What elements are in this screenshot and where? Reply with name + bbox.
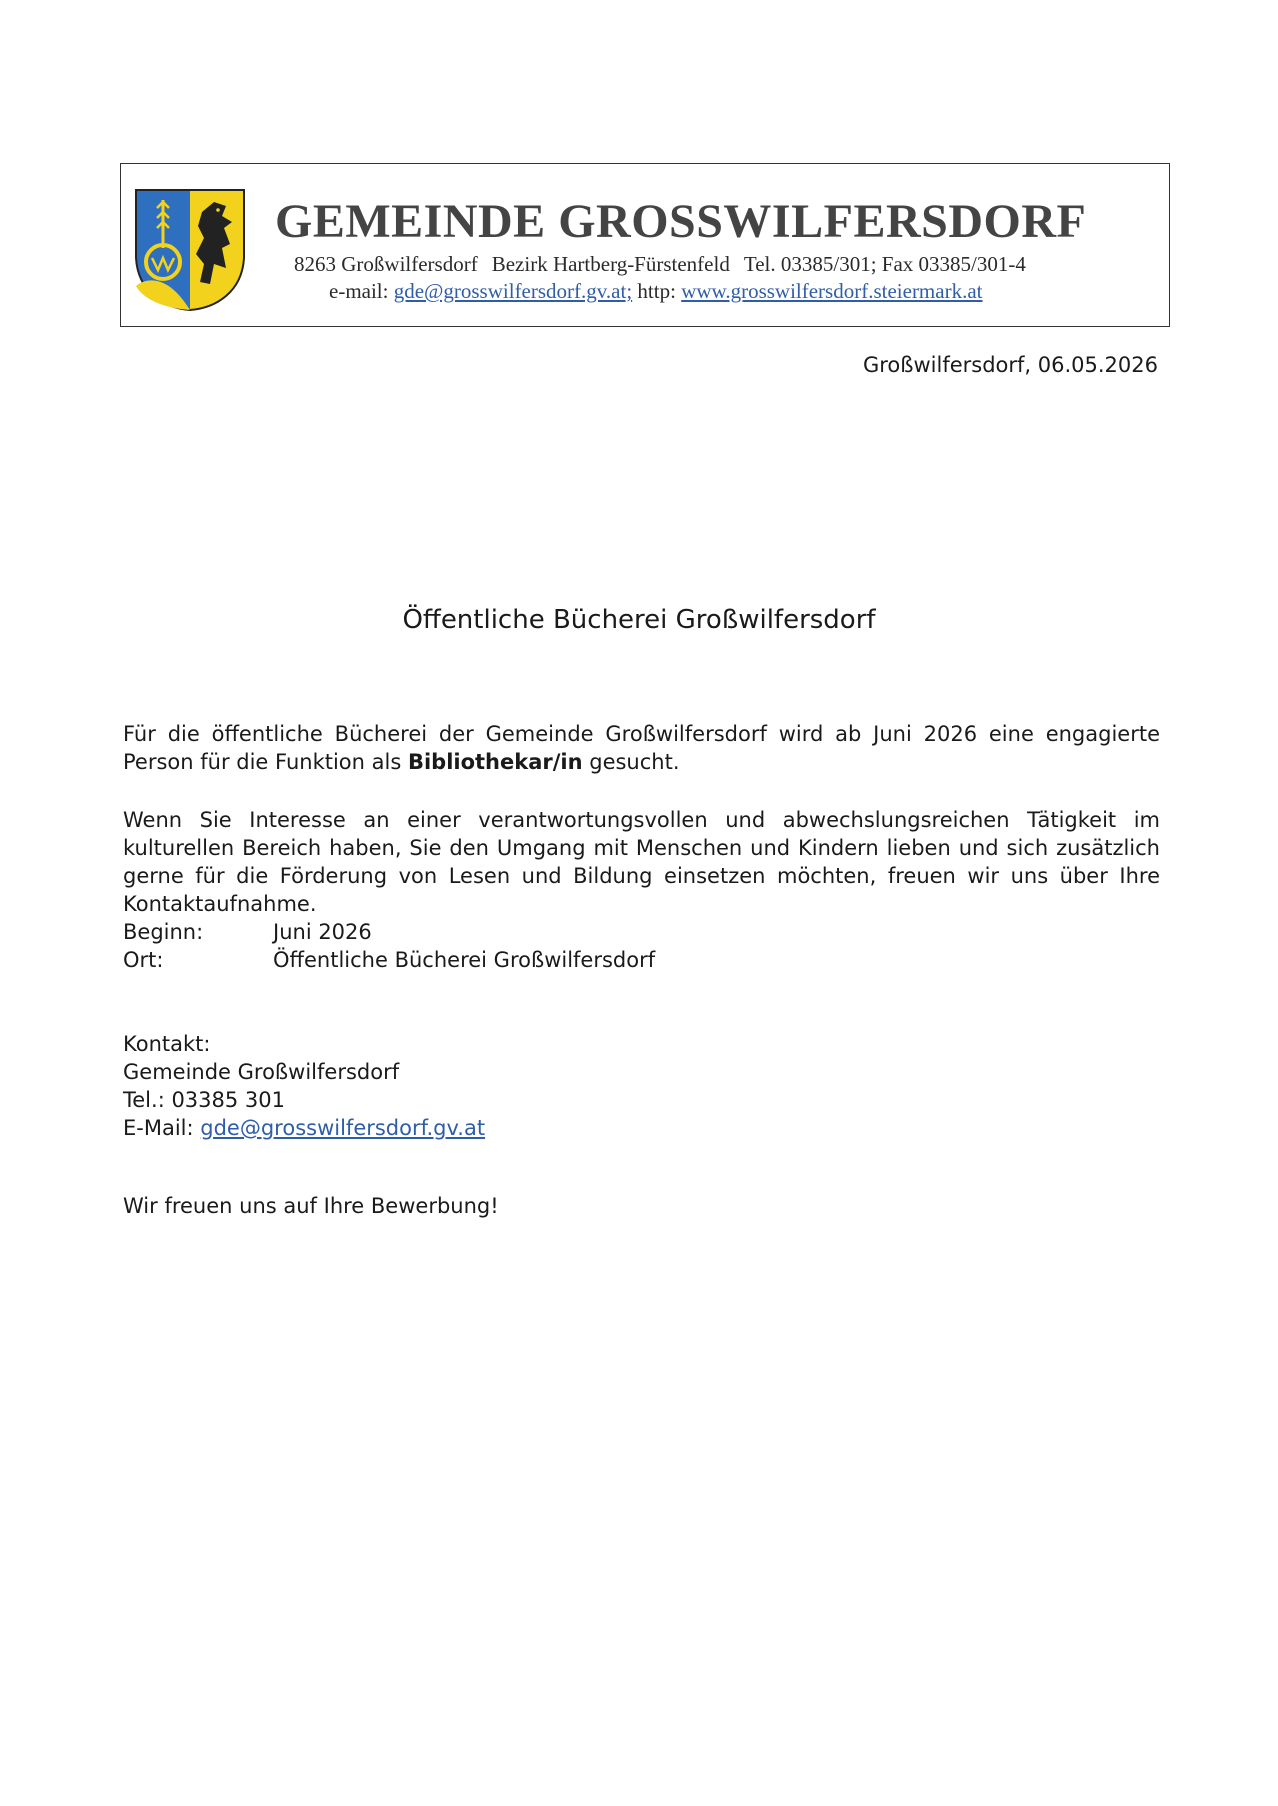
- web-label: http:: [637, 279, 676, 303]
- coat-of-arms-icon: [134, 188, 246, 312]
- contact-phone: Tel.: 03385 301: [123, 1088, 286, 1112]
- email-label: e-mail:: [329, 279, 389, 303]
- closing-line: Wir freuen uns auf Ihre Bewerbung!: [123, 1194, 499, 1218]
- phone-fax: Tel. 03385/301; Fax 03385/301-4: [743, 252, 1026, 276]
- contact-org: Gemeinde Großwilfersdorf: [123, 1060, 400, 1084]
- detail-label: Ort:: [123, 948, 164, 972]
- letterhead-email-link[interactable]: gde@grosswilfersdorf.gv.at;: [393, 279, 633, 303]
- contact-email-link[interactable]: gde@grosswilfersdorf.gv.at: [200, 1116, 486, 1140]
- district: Bezirk Hartberg-Fürstenfeld: [491, 252, 730, 276]
- detail-value: Juni 2026: [273, 920, 372, 944]
- intro-text-end: gesucht.: [582, 750, 680, 774]
- contact-email-label: E-Mail:: [123, 1116, 201, 1140]
- position-title: Bibliothekar/in: [407, 750, 583, 774]
- detail-label: Beginn:: [123, 920, 204, 944]
- letterhead-contact-line: [329, 279, 983, 304]
- intro-paragraph: [123, 720, 1160, 776]
- letterhead-web-link[interactable]: www.grosswilfersdorf.steiermark.at: [681, 279, 983, 303]
- document-heading: Öffentliche Bücherei Großwilfersdorf: [402, 605, 876, 635]
- letterhead-address-line: [294, 252, 1026, 277]
- intro-text: Für die öffentliche Bücherei der Gemeinde Großwilfersdorf wird ab Juni 2026 eine engagierte Person für die Funktion als: [123, 722, 1160, 774]
- detail-row: [123, 946, 1160, 974]
- contact-block: [123, 1030, 485, 1142]
- contact-heading: Kontakt:: [123, 1032, 211, 1056]
- detail-row: [123, 918, 1160, 946]
- date-line: Großwilfersdorf, 06.05.2026: [862, 353, 1158, 377]
- contact-email-line: [123, 1114, 485, 1142]
- postal-address: 8263 Großwilfersdorf: [294, 252, 478, 276]
- letterhead: [120, 163, 1170, 327]
- detail-value: Öffentliche Bücherei Großwilfersdorf: [273, 948, 656, 972]
- interest-paragraph: Wenn Sie Interesse an einer verantwortungsvollen und abwechslungsreichen Tätigkeit im kulturellen Bereich haben, Sie den Umgang mit Menschen und Kindern lieben und sich zusätzlich gerne für die Förderung von Lesen und Bildung einsetzen möchten, freuen wir uns über Ihre Kontaktaufnahme.: [123, 808, 1160, 916]
- municipality-name: GEMEINDE GROSSWILFERSDORF: [275, 195, 1087, 248]
- details-list: [123, 918, 1160, 974]
